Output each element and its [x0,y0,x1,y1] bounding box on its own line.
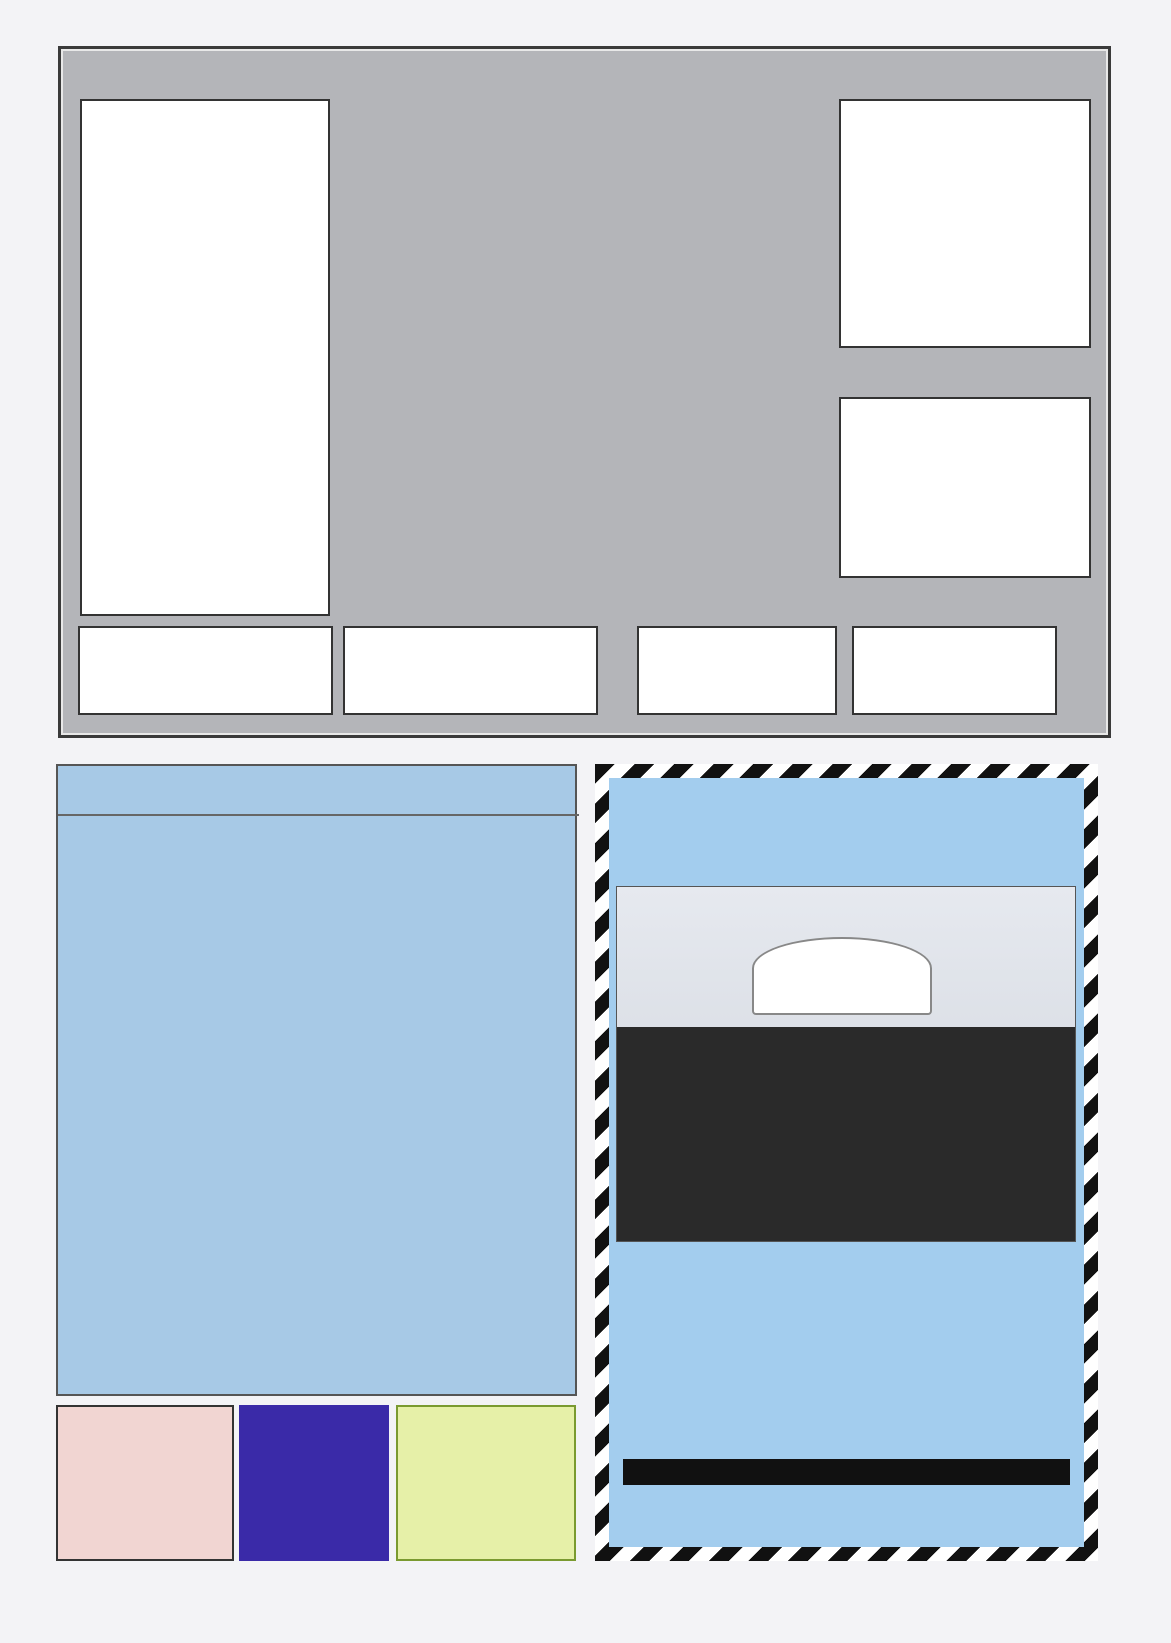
player-stats-panel [56,764,577,1396]
brand-wall [617,1027,1076,1242]
fiorista-name [400,1405,572,1425]
giornata-col-2 [343,626,598,715]
fiorista-ad [396,1405,576,1561]
standings-panel [58,46,1111,738]
prossimo-col-1 [637,626,837,715]
foto-fatti-ad [56,1405,234,1561]
schedina-box [839,99,1091,348]
teams-box [80,99,330,616]
wind-ad [239,1405,389,1561]
boutique-ad [595,764,1098,1561]
prossimo-col-2 [852,626,1057,715]
giornata-col-1 [78,626,333,715]
store-sign [752,937,932,1015]
storefront-photo [616,886,1076,1242]
capocannonieri-box [839,397,1091,578]
punti-vendita-banner [623,1459,1070,1485]
